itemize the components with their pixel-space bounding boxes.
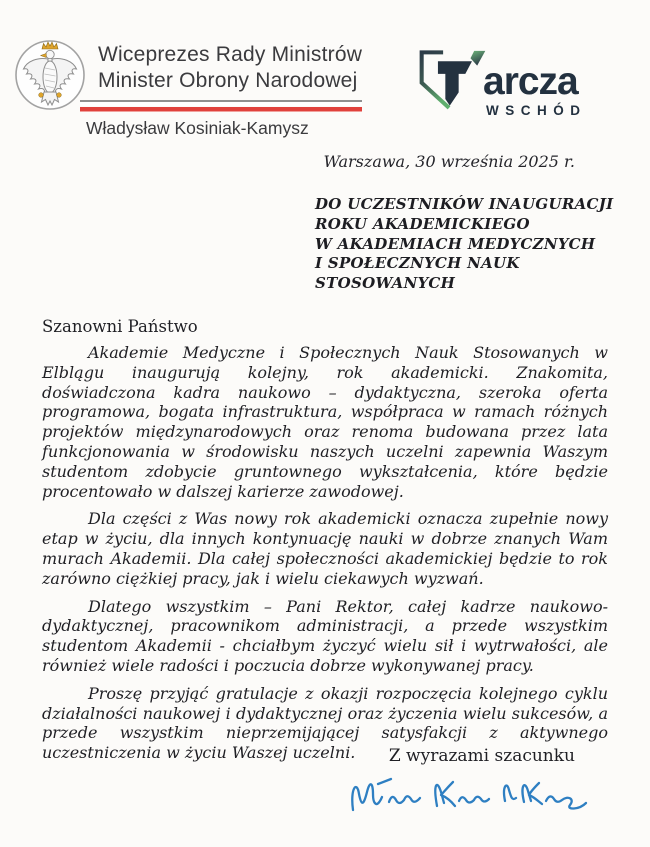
addressee-line: DO UCZESTNIKÓW INAUGURACJI <box>315 195 614 213</box>
logo-wordmark-block <box>483 42 587 118</box>
addressee-line: ROKU AKADEMICKIEGO <box>315 214 530 233</box>
flag-red-stripe <box>80 107 362 112</box>
paragraph-4: Proszę przyjąć gratulacje z okazji rozpoczęcia kolejnego cyklu działalności naukowej i dydaktycznej oraz życzenia wielu sukcesów, a przede wszystkim nieprzemijającej satysfakcji z aktywnego uczestniczenia w życiu Waszej uczelni. <box>42 683 608 763</box>
addressee-block <box>315 195 613 294</box>
letter-body <box>42 317 608 771</box>
office-title-line1: Wiceprezes Rady Ministrów <box>98 43 363 66</box>
addressee-line: I SPOŁECZNYCH NAUK <box>315 254 520 273</box>
salutation: Szanowni Państwo <box>42 317 198 336</box>
paragraph-1: Akademie Medyczne i Społecznych Nauk Stosowanych w Elblągu inaugurują kolejny, rok akademicki. Znakomita, doświadczona kadra naukowo – dydaktyczna, szeroka oferta programowa, bogata infrastruktura, współpraca w ramach różnych projektów międzynarodowych oraz renoma budowana przez lata funkcjonowania w środowisku naszych uczelni zapewnia Waszym studentom zdobycie gruntownego wykształcenia, które będzie procentowało w dalszej karierze zawodowej. <box>42 343 608 501</box>
handwritten-signature <box>345 770 590 830</box>
addressee-line: W AKADEMIACH MEDYCZNYCH <box>315 234 596 253</box>
office-title <box>98 36 362 94</box>
tarcza-wschod-logo <box>415 42 587 118</box>
flag-divider <box>80 100 362 112</box>
paragraph-2: Dla części z Was nowy rok akademicki oznacza zupełnie nowy etap w życiu, dla innych kontynuację nauki w dobrze znanych Wam murach Akademii. Dla całej społeczności akademickiej będzie to rok zarówno ciężkiej pracy, jak i wielu ciekawych wyzwań. <box>42 509 608 588</box>
addressee-line: STOSOWANYCH <box>315 274 456 293</box>
polish-eagle-emblem-icon <box>12 36 88 112</box>
logo-wordmark: arcza <box>483 60 578 103</box>
flag-white-stripe <box>80 100 362 106</box>
logo-subtitle: WSCHÓD <box>486 103 587 118</box>
dateline: Warszawa, 30 września 2025 r. <box>323 152 575 171</box>
closing-phrase: Z wyrazami szacunku <box>388 746 575 766</box>
official-name: Władysław Kosiniak-Kamysz <box>86 118 309 138</box>
office-title-line2: Minister Obrony Narodowej <box>98 69 358 92</box>
paragraph-3: Dlatego wszystkim – Pani Rektor, całej kadrze naukowo-dydaktycznej, pracownikom administracji, a przede wszystkim studentom Akademii - chciałbym życzyć wielu sił i wytrwałości, ale również wiele radości i poczucia dobrze wykonywanej pracy. <box>42 596 608 675</box>
shield-t-icon <box>415 42 489 116</box>
